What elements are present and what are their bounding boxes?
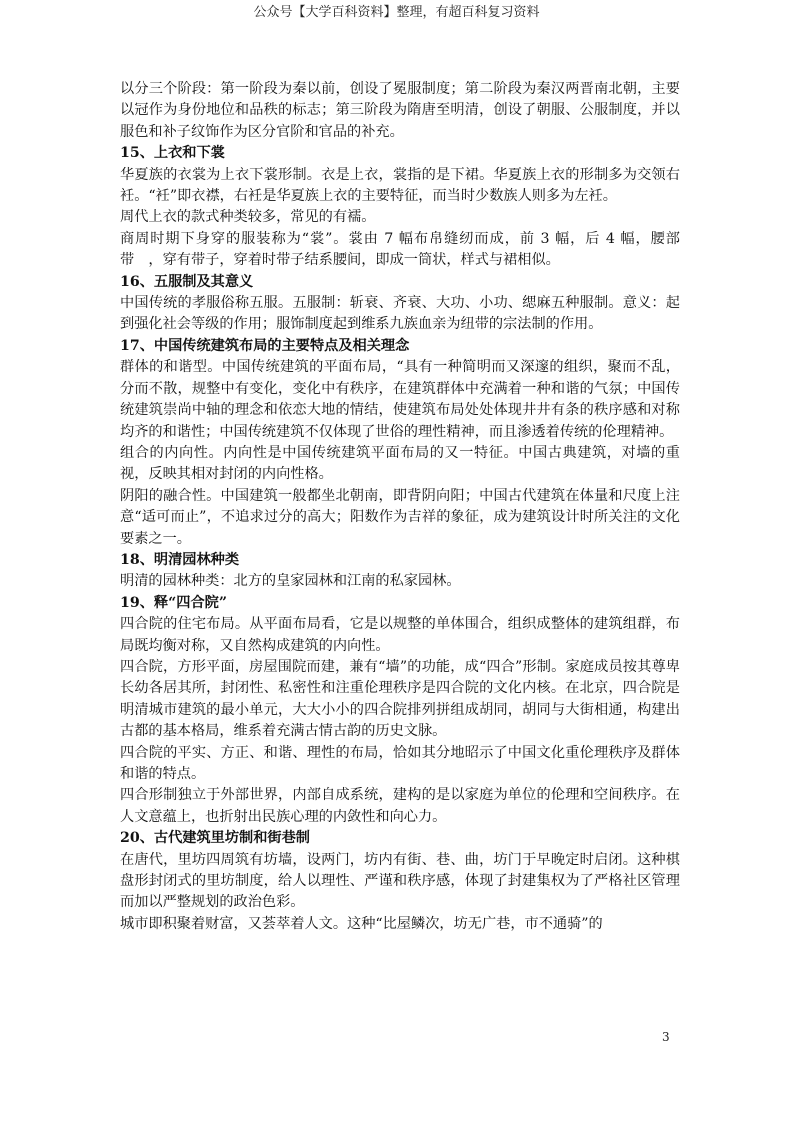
section-heading-17: 17、中国传统建筑布局的主要特点及相关理念: [120, 337, 410, 354]
paragraph: 四合院的住宅布局。从平面布局看，它是以规整的单体围合，组织成整体的建筑组群，布局既均衡对称，又自然构成建筑的内向性。: [120, 616, 680, 654]
paragraph: 在唐代，里坊四周筑有坊墙，设两门，坊内有街、巷、曲，坊门于早晚定时启闭。这种棋盘形封闭式的里坊制度，给人以理性、严谨和秩序感，体现了封建集权为了严格社区管理而加以严整规划的政治色彩。: [120, 851, 680, 911]
section-heading-16: 16、五服制及其意义: [120, 273, 254, 290]
paragraph: 华夏族的衣裳为上衣下裳形制。衣是上衣，裳指的是下裙。华夏族上衣的形制多为交领右衽。“衽”即衣襟，右衽是华夏族上衣的主要特征，而当时少数族人则多为左衽。: [120, 166, 680, 205]
section-heading-20: 20、古代建筑里坊制和街巷制: [120, 830, 310, 847]
section-heading-15: 15、上衣和下裳: [120, 145, 225, 162]
paragraph: 组合的内向性。内向性是中国传统建筑平面布局的又一特征。中国古典建筑，对墙的重视，反映其相对封闭的内向性格。: [120, 444, 680, 483]
paragraph: 明清的园林种类：北方的皇家园林和江南的私家园林。: [120, 573, 461, 590]
paragraph: 四合院的平实、方正、和谐、理性的布局，恰如其分地昭示了中国文化重伦理秩序及群体和谐的特点。: [120, 744, 680, 782]
paragraph: 四合形制独立于外部世界，内部自成系统，建构的是以家庭为单位的伦理和空间秩序。在人文意蕴上，也折射出民族心理的内敛性和向心力。: [120, 787, 680, 825]
document-body: [120, 79, 680, 935]
paragraph: 阴阳的融合性。中国建筑一般都坐北朝南，即背阴向阳；中国古代建筑在体量和尺度上注意“适可而止”，不追求过分的高大；阳数作为吉祥的象征，成为建筑设计时所关注的文化要素之一。: [120, 487, 680, 547]
paragraph: 中国传统的孝服俗称五服。五服制：斩衰、齐衰、大功、小功、缌麻五种服制。意义：起到强化社会等级的作用；服饰制度起到维系九族血亲为纽带的宗法制的作用。: [120, 295, 680, 333]
page-number: 3: [662, 1030, 670, 1044]
paragraph: 周代上衣的款式种类较多，常见的有襦。: [120, 209, 376, 226]
section-heading-19: 19、释“四合院”: [120, 594, 228, 611]
section-heading-18: 18、明清园林种类: [120, 551, 240, 568]
paragraph: 四合院，方形平面，房屋围院而建，兼有“墙”的功能，成“四合”形制。家庭成员按其尊卑长幼各居其所，封闭性、私密性和注重伦理秩序是四合院的文化内核。在北京，四合院是明清城市建筑的最小单元，大大小小的四合院排列拼组成胡同，胡同与大街相通，构建出古都的基本格局，维系着充满古情古韵的历史文脉。: [120, 658, 680, 740]
paragraph: 城市即积聚着财富，又荟萃着人文。这种“比屋鳞次，坊无广巷，市不通骑”的: [120, 915, 603, 932]
paragraph: 以分三个阶段：第一阶段为秦以前，创设了冕服制度；第二阶段为秦汉两晋南北朝，主要以冠作为身份地位和品秩的标志；第三阶段为隋唐至明清，创设了朝服、公服制度，并以服色和补子纹饰作为区分官阶和官品的补充。: [120, 81, 680, 140]
paragraph: 群体的和谐型。中国传统建筑的平面布局，“具有一种简明而又深邃的组织，聚而不乱，分而不散，规整中有变化，变化中有秩序，在建筑群体中充满着一种和谐的气氛；中国传统建筑崇尚中轴的理念和依恋大地的情结，使建筑布局处处体现井井有条的秩序感和对称均齐的和谐性；中国传统建筑不仅体现了世俗的理性精神，而且渗透着传统的伦理精神。: [120, 359, 680, 440]
paragraph: 商周时期下身穿的服装称为“裳”。裳由 7 幅布帛缝纫而成，前 3 幅，后 4 幅，腰部带 ，穿有带子，穿着时带子结系腰间，即成一筒状，样式与裙相似。: [120, 230, 680, 269]
page-header: 公众号【大学百科资料】整理，有超百科复习资料: [253, 5, 540, 20]
